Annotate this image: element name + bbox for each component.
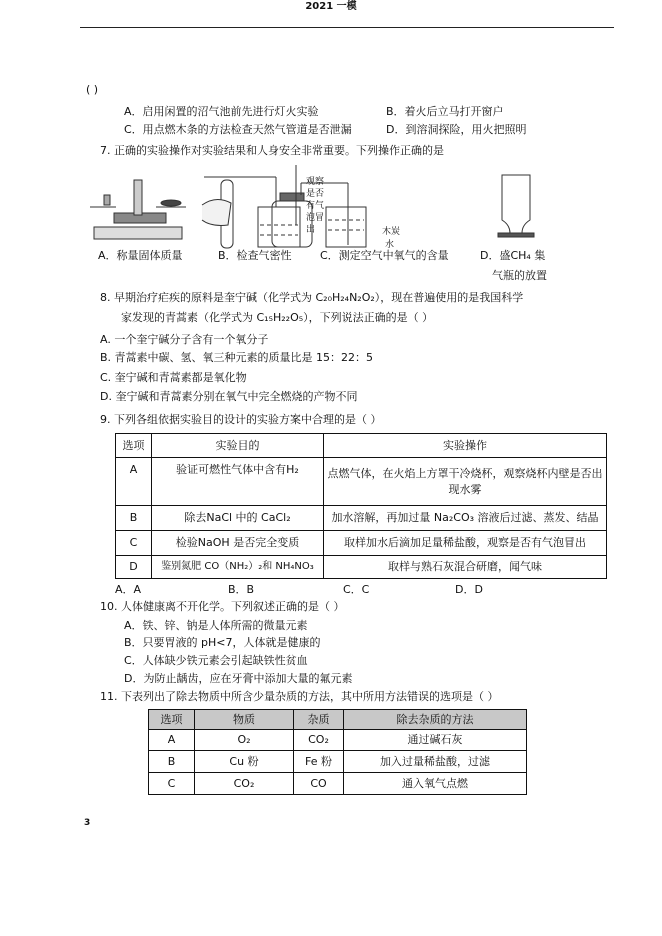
page-number: 3 xyxy=(84,818,91,828)
q7-stem: 7. 正确的实验操作对实验结果和人身安全非常重要。下列操作正确的是 xyxy=(100,144,444,157)
q9-table xyxy=(115,433,607,579)
table-header-row xyxy=(116,434,607,458)
q10-option-c: C．人体缺少铁元素会引起缺铁性贫血 xyxy=(124,654,308,667)
q11-table xyxy=(148,709,527,795)
balance-figure xyxy=(90,180,186,239)
table-cell: C xyxy=(116,531,152,556)
table-cell: 检验NaOH 是否完全变质 xyxy=(152,531,324,556)
note-line: 观察 xyxy=(306,177,325,187)
table-cell: CO₂ xyxy=(195,773,294,795)
q7-label-a: A．称量固体质量 xyxy=(98,249,183,262)
note-line: 泡冒 xyxy=(306,213,325,223)
table-row xyxy=(116,556,607,579)
table-cell: CO₂ xyxy=(294,730,344,751)
q9-option-c: C．C xyxy=(343,583,370,596)
q10-option-a: A．铁、锌、钠是人体所需的微量元素 xyxy=(124,619,308,632)
table-header: 物质 xyxy=(195,710,294,730)
q9-option-b: B．B xyxy=(228,583,255,596)
table-cell: 加水溶解，再加过量 Na₂CO₃ 溶液后过滤、蒸发、结晶 xyxy=(324,506,607,531)
note-line: 有气 xyxy=(306,201,325,211)
table-cell: A xyxy=(116,458,152,506)
q9-option-a: A．A xyxy=(115,583,142,596)
table-cell: Cu 粉 xyxy=(195,751,294,773)
table-cell: 通入氧气点燃 xyxy=(344,773,527,795)
q8-option-b: B. 青蒿素中碳、氢、氧三种元素的质量比是 15：22：5 xyxy=(100,351,374,364)
table-header: 实验目的 xyxy=(152,434,324,458)
q8-option-d: D. 奎宁碱和青蒿素分别在氧气中完全燃烧的产物不同 xyxy=(100,390,358,403)
table-header-row xyxy=(149,710,527,730)
q8-option-a: A. 一个奎宁碱分子含有一个氧分子 xyxy=(100,333,269,346)
note-line: 是否 xyxy=(306,189,325,199)
q7-label-c: C．测定空气中氧气的含量 xyxy=(320,249,449,262)
q9-option-d: D．D xyxy=(455,583,483,596)
q6-option-b: B．着火后立马打开窗户 xyxy=(386,105,504,118)
q7-fig-b-note xyxy=(306,176,328,236)
gas-bottle-figure xyxy=(498,175,534,237)
q8-option-c: C. 奎宁碱和青蒿素都是氧化物 xyxy=(100,371,247,384)
table-cell: 加入过量稀盐酸，过滤 xyxy=(344,751,527,773)
table-cell: 取样加水后滴加足量稀盐酸，观察是否有气泡冒出 xyxy=(324,531,607,556)
q7-label-b: B．检查气密性 xyxy=(218,249,292,262)
header-rule xyxy=(80,27,614,28)
table-cell: C xyxy=(149,773,195,795)
q7-fig-c-water: 水 xyxy=(385,240,395,250)
q11-stem: 11. 下表列出了除去物质中所含少量杂质的方法，其中所用方法错误的选项是（ ） xyxy=(100,690,499,703)
table-header: 杂质 xyxy=(294,710,344,730)
table-row xyxy=(149,730,527,751)
table-cell: 除去NaCl 中的 CaCl₂ xyxy=(152,506,324,531)
table-cell: B xyxy=(116,506,152,531)
q7-label-d-cont: 气瓶的放置 xyxy=(492,269,547,282)
gas-tightness-figure xyxy=(202,177,300,248)
q9-stem: 9. 下列各组依据实验目的设计的实验方案中合理的是（ ） xyxy=(100,413,382,426)
table-cell: O₂ xyxy=(195,730,294,751)
q10-option-d: D．为防止龋齿，应在牙膏中添加大量的氟元素 xyxy=(124,672,353,685)
table-header: 除去杂质的方法 xyxy=(344,710,527,730)
table-cell: A xyxy=(149,730,195,751)
table-row xyxy=(149,773,527,795)
table-row xyxy=(116,506,607,531)
q10-option-b: B．只要胃液的 pH<7，人体就是健康的 xyxy=(124,636,321,649)
table-cell: Fe 粉 xyxy=(294,751,344,773)
table-cell: 通过碱石灰 xyxy=(344,730,527,751)
q7-fig-c-charcoal: 木炭 xyxy=(382,227,401,237)
table-cell: 验证可燃性气体中含有H₂ xyxy=(152,458,324,506)
table-header: 选项 xyxy=(116,434,152,458)
table-row xyxy=(116,458,607,506)
q6-option-a: A．启用闲置的沼气池前先进行灯火实验 xyxy=(124,105,319,118)
table-row xyxy=(116,531,607,556)
q7-label-d: D．盛CH₄ 集 xyxy=(480,249,546,262)
q6-option-d: D．到溶洞探险，用火把照明 xyxy=(386,123,527,136)
table-header: 实验操作 xyxy=(324,434,607,458)
q8-stem-1: 8. 早期治疗疟疾的原料是奎宁碱（化学式为 C₂₀H₂₄N₂O₂），现在普遍使用的是我国科学 xyxy=(100,291,524,304)
table-cell: 点燃气体，在火焰上方罩干冷烧杯，观察烧杯内壁是否出现水雾 xyxy=(324,458,607,506)
table-cell: CO xyxy=(294,773,344,795)
q8-stem-2: 家发现的青蒿素（化学式为 C₁₅H₂₂O₅），下列说法正确的是（ ） xyxy=(121,311,434,324)
table-cell: 鉴别氮肥 CO（NH₂）₂和 NH₄NO₃ xyxy=(152,556,324,579)
note-line: 出 xyxy=(306,225,316,235)
table-header: 选项 xyxy=(149,710,195,730)
table-cell: 取样与熟石灰混合研磨，闻气味 xyxy=(324,556,607,579)
table-cell: B xyxy=(149,751,195,773)
table-cell: D xyxy=(116,556,152,579)
q7-figures xyxy=(86,165,626,250)
q6-paren: ( ) xyxy=(86,83,99,96)
q10-stem: 10. 人体健康离不开化学。下列叙述正确的是（ ） xyxy=(100,600,345,613)
header-title: 2021 一模 xyxy=(305,1,357,12)
table-row xyxy=(149,751,527,773)
q6-option-c: C．用点燃木条的方法检查天然气管道是否泄漏 xyxy=(124,123,352,136)
